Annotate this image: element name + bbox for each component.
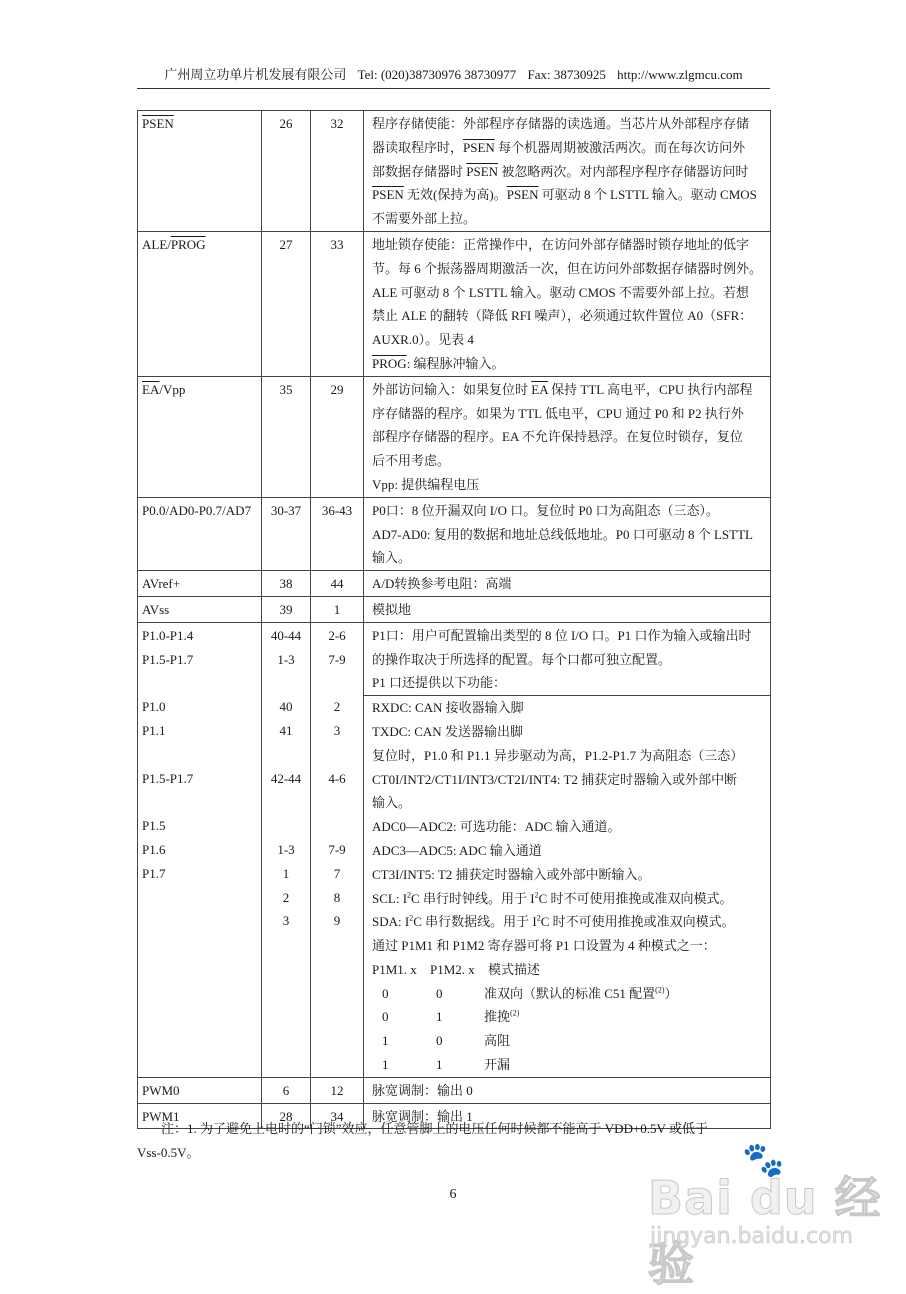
pin-name (142, 719, 261, 743)
mode-table-cell: P1M2. x (430, 961, 475, 977)
superscript: 2 (407, 890, 412, 900)
description-cell (364, 376, 771, 497)
footnote-line-2: Vss-0.5V。 (137, 1145, 200, 1160)
pin-name (142, 572, 261, 596)
watermark-url: jingyan.baidu.com (650, 1224, 854, 1249)
pin-name (142, 838, 261, 862)
text-segment: P0口：8 位开漏双向 I/O 口。复位时 P0 口为高阻态（三态）。 (372, 502, 720, 518)
pin-number-44-cell (262, 111, 311, 232)
pin-number: 39 (279, 601, 293, 617)
text-segment: P1.1 (142, 722, 166, 738)
pin-number: 40 (279, 699, 293, 715)
text-segment: 模式描述 (488, 961, 541, 977)
pin-number: 27 (279, 236, 293, 252)
pin-number: 26 (279, 116, 293, 131)
pin-number-alt-cell (311, 231, 364, 376)
pin-name (142, 1079, 261, 1103)
description-line (372, 696, 764, 720)
text-segment: ADC0—ADC2: 可选功能：ADC 输入通道。 (372, 819, 621, 835)
pin-number: 2 (333, 699, 341, 715)
description-line (372, 863, 764, 887)
fax: Fax: 38730925 (527, 67, 606, 82)
overlined-signal-name: PSEN (466, 163, 499, 179)
text-segment: 输入。 (372, 795, 412, 811)
text-segment: 不需要外部上拉。 (372, 211, 477, 227)
pin-name (142, 624, 261, 648)
pin-name (142, 378, 261, 402)
pin-number: 6 (282, 1082, 290, 1098)
description-line (372, 352, 764, 376)
pin-number: 35 (279, 381, 293, 397)
text-segment: P1.0 (142, 699, 166, 715)
mode-table-cell: 1 (382, 1057, 389, 1073)
pin-number-alt-cell (311, 376, 364, 497)
pin-number-44-cell (262, 622, 311, 1077)
pin-number (262, 743, 310, 767)
pin-number: 3 (333, 722, 341, 738)
pin-number: 41 (279, 722, 293, 738)
description-line (372, 523, 764, 547)
page-header (137, 64, 770, 83)
text-segment: 推挽 (484, 1009, 511, 1025)
text-segment: P1.5-P1.7 (142, 651, 194, 667)
text-segment: AVref+ (142, 576, 181, 592)
watermark-brand: Bai du 经验 (648, 1171, 882, 1291)
pin-description-table (137, 110, 771, 1129)
pin-number: 28 (279, 1108, 293, 1124)
mode-table-cell: 0 (436, 1033, 443, 1049)
superscript: (2) (655, 985, 665, 995)
text-segment: RXDC: CAN 接收器输入脚 (372, 700, 524, 716)
overlined-signal-name: $\overline{EA}$ (531, 381, 548, 397)
mode-table-cell: 0 (382, 1009, 389, 1025)
mode-table-cell: 1 (436, 1009, 443, 1025)
text-segment: P1.0-P1.4 (142, 627, 194, 643)
text-segment: AUXR.0）。见表 4 (372, 332, 474, 348)
pin-number-44-cell (262, 596, 311, 622)
description-line (372, 160, 764, 184)
text-segment: ） (664, 985, 678, 1001)
text-segment: C 串行数据线。用于 I (413, 914, 537, 930)
superscript: 2 (536, 913, 541, 923)
description-line (372, 572, 764, 596)
pin-name (142, 112, 261, 136)
text-segment: CT0I/INT2/CT1I/INT3/CT2I/INT4: T2 捕获定时器输入或外部中断 (372, 771, 738, 787)
overlined-signal-name: $\overline{EA}$ (142, 381, 160, 397)
description-line (372, 304, 764, 328)
pin-number: 38 (279, 576, 293, 592)
text-segment: P1 口还提供以下功能： (372, 675, 506, 691)
mode-table-cell: 0 (382, 985, 389, 1001)
description-line (372, 402, 764, 426)
description-line (372, 425, 764, 449)
description-cell (364, 111, 771, 232)
text-segment: 保持 TTL 高电平，CPU 执行内部程 (547, 381, 753, 397)
description-line (372, 328, 764, 352)
description-line (372, 233, 764, 257)
pin-number-alt-cell (311, 622, 364, 1077)
pin-number: 4-6 (328, 770, 346, 786)
description-line (372, 1053, 764, 1077)
text-segment: 后不用考虑。 (372, 453, 451, 469)
pin-number: 33 (330, 236, 344, 252)
text-segment: : 编程脉冲输入。 (406, 355, 505, 371)
pin-number (262, 814, 310, 838)
text-segment: 无效(保持为高)。 (403, 187, 507, 203)
description-line (372, 815, 764, 839)
text-segment: PWM1 (142, 1108, 180, 1124)
description-line (372, 473, 764, 497)
pin-name-cell (138, 571, 262, 597)
description-line (372, 499, 764, 523)
description-line (372, 546, 764, 570)
text-segment: P0.0/AD0-P0.7/AD7 (142, 502, 252, 518)
text-segment: 外部访问输入：如果复位时 (372, 381, 532, 397)
pin-number: 44 (330, 576, 344, 592)
pin-number: 42-44 (270, 770, 302, 786)
pin-name-cell (138, 376, 262, 497)
text-segment: ADC3—ADC5: ADC 输入通道 (372, 842, 542, 858)
table-row (138, 1077, 771, 1103)
pin-number (311, 790, 363, 814)
description-line (372, 839, 764, 863)
text-segment: C 时不可使用推挽或准双向模式。 (540, 914, 735, 930)
text-segment: P1.6 (142, 841, 166, 857)
text-segment: P1.5-P1.7 (142, 770, 194, 786)
text-segment: P1.5 (142, 818, 166, 834)
pin-number: 1-3 (277, 651, 295, 667)
text-segment: 可驱动 8 个 LSTTL 输入。驱动 CMOS (538, 187, 757, 203)
text-segment: 节。每 6 个振荡器周期激活一次，但在访问外部数据存储器时例外。 (372, 260, 763, 276)
description-line (372, 598, 764, 622)
overlined-signal-name: PSEN (463, 139, 495, 155)
overlined-signal-name: PSEN (506, 187, 539, 203)
text-segment: 复位时，P1.0 和 P1.1 异步驱动为高，P1.2-P1.7 为高阻态（三态） (372, 747, 744, 763)
text-segment: 每个机器周期被激活两次。而在每次访问外 (494, 139, 746, 155)
description-line (372, 183, 764, 207)
pin-name (142, 598, 261, 622)
pin-number: 3 (282, 913, 290, 929)
pin-number: 36-43 (321, 502, 353, 518)
pin-number: 8 (333, 889, 341, 905)
overlined-signal-name: PSEN (142, 116, 174, 131)
text-segment: P1.7 (142, 865, 166, 881)
text-segment: SCL: I (372, 890, 408, 906)
pin-number-alt-cell (311, 1077, 364, 1103)
description-cell (364, 596, 771, 622)
company-name: 广州周立功单片机发展有限公司 (164, 67, 347, 82)
pin-name-cell (138, 231, 262, 376)
pin-number: 2-6 (328, 627, 346, 643)
pin-number-alt-cell (311, 596, 364, 622)
pin-number (311, 671, 363, 695)
pin-number: 34 (330, 1108, 344, 1124)
pin-name (142, 790, 261, 814)
pin-number: 7-9 (328, 841, 346, 857)
description-line (364, 671, 770, 696)
pin-number-44-cell (262, 497, 311, 570)
table-row (138, 497, 771, 570)
text-segment: AVss (142, 601, 170, 617)
pin-number-alt-cell (311, 111, 364, 232)
pin-number-alt-cell (311, 571, 364, 597)
pin-name (142, 743, 261, 767)
pin-number (262, 671, 310, 695)
baidu-jingyan-watermark (640, 1140, 900, 1291)
description-line (372, 281, 764, 305)
pin-number-44-cell (262, 376, 311, 497)
pin-number: 1 (282, 865, 290, 881)
text-segment: 开漏 (484, 1057, 511, 1073)
text-segment: 禁止 ALE 的翻转（降低 RFI 噪声），必须通过软件置位 A0（SFR： (372, 308, 753, 324)
description-line (372, 958, 764, 982)
description-cell (364, 231, 771, 376)
description-line (372, 648, 764, 672)
mode-table-cell: 1 (436, 1057, 443, 1073)
pin-name (142, 862, 261, 886)
pin-number-44-cell (262, 571, 311, 597)
description-line (372, 887, 764, 911)
text-segment: 序存储器的程序。如果为 TTL 低电平，CPU 通过 P0 和 P2 执行外 (372, 405, 744, 421)
description-line (372, 257, 764, 281)
text-segment: PWM0 (142, 1082, 180, 1098)
pin-number-44-cell (262, 231, 311, 376)
description-line (372, 1079, 764, 1103)
text-segment: SDA: I (372, 914, 410, 930)
text-segment: 部数据存储器时 (372, 163, 467, 179)
superscript: (2) (510, 1009, 520, 1019)
pin-number: 29 (330, 381, 344, 397)
overlined-signal-name: PSEN (372, 187, 404, 203)
footnote-line-1: 注：1. 为了避免上电时的“闩锁”效应，任意管脚上的电压任何时候都不能高于 VDD+0.5V 或低于 (161, 1121, 708, 1136)
table-row (138, 231, 771, 376)
pin-number: 7 (333, 865, 341, 881)
pin-number (311, 814, 363, 838)
table-row (138, 596, 771, 622)
overlined-signal-name: PROG (372, 355, 407, 371)
description-line (372, 791, 764, 815)
pin-number (262, 790, 310, 814)
table-row (138, 111, 771, 232)
text-segment: 部程序存储器的程序。EA 不允许保持悬浮。在复位时锁存，复位 (372, 429, 743, 445)
pin-name (142, 767, 261, 791)
description-cell (364, 571, 771, 597)
pin-number: 1 (333, 601, 341, 617)
text-segment: 被忽略两次。对内部程序程序存储器访问时 (498, 163, 749, 179)
text-segment: 程序存储使能：外部程序存储器的读选通。当芯片从外部程序存储 (372, 116, 750, 131)
mode-table-cell: 1 (382, 1033, 389, 1049)
description-line (372, 910, 764, 934)
superscript: 2 (409, 913, 414, 923)
description-line (372, 720, 764, 744)
text-segment: A/D转换参考电阻：高端 (372, 576, 512, 592)
pin-name (142, 233, 261, 257)
text-segment: AD7-AD0: 复用的数据和地址总线低地址。P0 口可驱动 8 个 LSTTL (372, 526, 753, 542)
text-segment: 器读取程序时， (372, 139, 464, 155)
table-row (138, 571, 771, 597)
mode-table-cell: 0 (436, 985, 443, 1001)
pin-number: 2 (282, 889, 290, 905)
description-cell (364, 1077, 771, 1103)
pin-number (311, 743, 363, 767)
table-row (138, 376, 771, 497)
superscript: 2 (534, 890, 539, 900)
pin-number: 1-3 (277, 841, 295, 857)
pin-number: 7-9 (328, 651, 346, 667)
text-segment: 脉宽调制：输出 0 (372, 1082, 473, 1098)
description-cell (364, 497, 771, 570)
mode-table-cell: P1M1. x (372, 961, 417, 977)
description-line (372, 207, 764, 231)
pin-number-alt-cell (311, 497, 364, 570)
text-segment: 准双向（默认的标准 C51 配置 (484, 985, 656, 1001)
text-segment: 模拟地 (372, 601, 412, 617)
text-segment: 脉宽调制：输出 1 (372, 1108, 473, 1124)
text-segment: CT3I/INT5: T2 捕获定时器输入或外部中断输入。 (372, 866, 651, 882)
table-row (138, 622, 771, 1077)
text-segment: P1口：用户可配置输出类型的 8 位 I/O 口。P1 口作为输入或输出时 (372, 627, 752, 643)
header-divider (137, 88, 770, 89)
text-segment: 的操作取决于所选择的配置。每个口都可独立配置。 (372, 651, 672, 667)
pin-name-cell (138, 497, 262, 570)
website-url: http://www.zlgmcu.com (617, 67, 743, 82)
text-segment: ALE 可驱动 8 个 LSTTL 输入。驱动 CMOS 不需要外部上拉。若想 (372, 284, 749, 300)
description-line (372, 449, 764, 473)
page-number: 6 (449, 1187, 457, 1202)
pin-name (142, 671, 261, 695)
pin-number-44-cell (262, 1077, 311, 1103)
text-segment: ALE/ (142, 236, 171, 252)
text-segment: 地址锁存使能：正常操作中，在访问外部存储器时锁存地址的低字 (372, 236, 750, 252)
text-segment: TXDC: CAN 发送器输出脚 (372, 723, 523, 739)
pin-name-cell (138, 111, 262, 232)
pin-number: 30-37 (270, 502, 302, 518)
description-line (372, 982, 764, 1006)
pin-name (142, 695, 261, 719)
pin-name-cell (138, 622, 262, 1077)
pin-name (142, 499, 261, 523)
description-line (372, 1005, 764, 1029)
pin-number: 40-44 (270, 627, 302, 643)
description-line (372, 934, 764, 958)
text-segment: Vpp: 提供编程电压 (372, 476, 480, 492)
pin-name (142, 814, 261, 838)
text-segment: /Vpp (159, 381, 186, 397)
pin-number: 32 (330, 116, 344, 131)
description-line (372, 624, 764, 648)
pin-name-cell (138, 1077, 262, 1103)
text-segment: 通过 P1M1 和 P1M2 寄存器可将 P1 口设置为 4 种模式之一： (372, 938, 716, 954)
pin-number: 12 (330, 1082, 344, 1098)
text-segment: C 时不可使用推挽或准双向模式。 (538, 890, 733, 906)
description-line (372, 744, 764, 768)
description-line (372, 378, 764, 402)
telephone: Tel: (020)38730976 38730977 (357, 67, 517, 82)
description-line (372, 768, 764, 792)
description-line (372, 136, 764, 160)
paw-logo-icon: 🐾 (742, 1140, 785, 1180)
text-segment: 高阻 (484, 1033, 511, 1049)
description-cell (364, 622, 771, 1077)
overlined-signal-name: PROG (170, 236, 206, 252)
description-line (372, 112, 764, 136)
pin-number: 9 (333, 913, 341, 929)
description-line (372, 1029, 764, 1053)
pin-name (142, 648, 261, 672)
pin-name-cell (138, 596, 262, 622)
text-segment: 输入。 (372, 550, 412, 566)
text-segment: C 串行时钟线。用于 I (411, 890, 535, 906)
